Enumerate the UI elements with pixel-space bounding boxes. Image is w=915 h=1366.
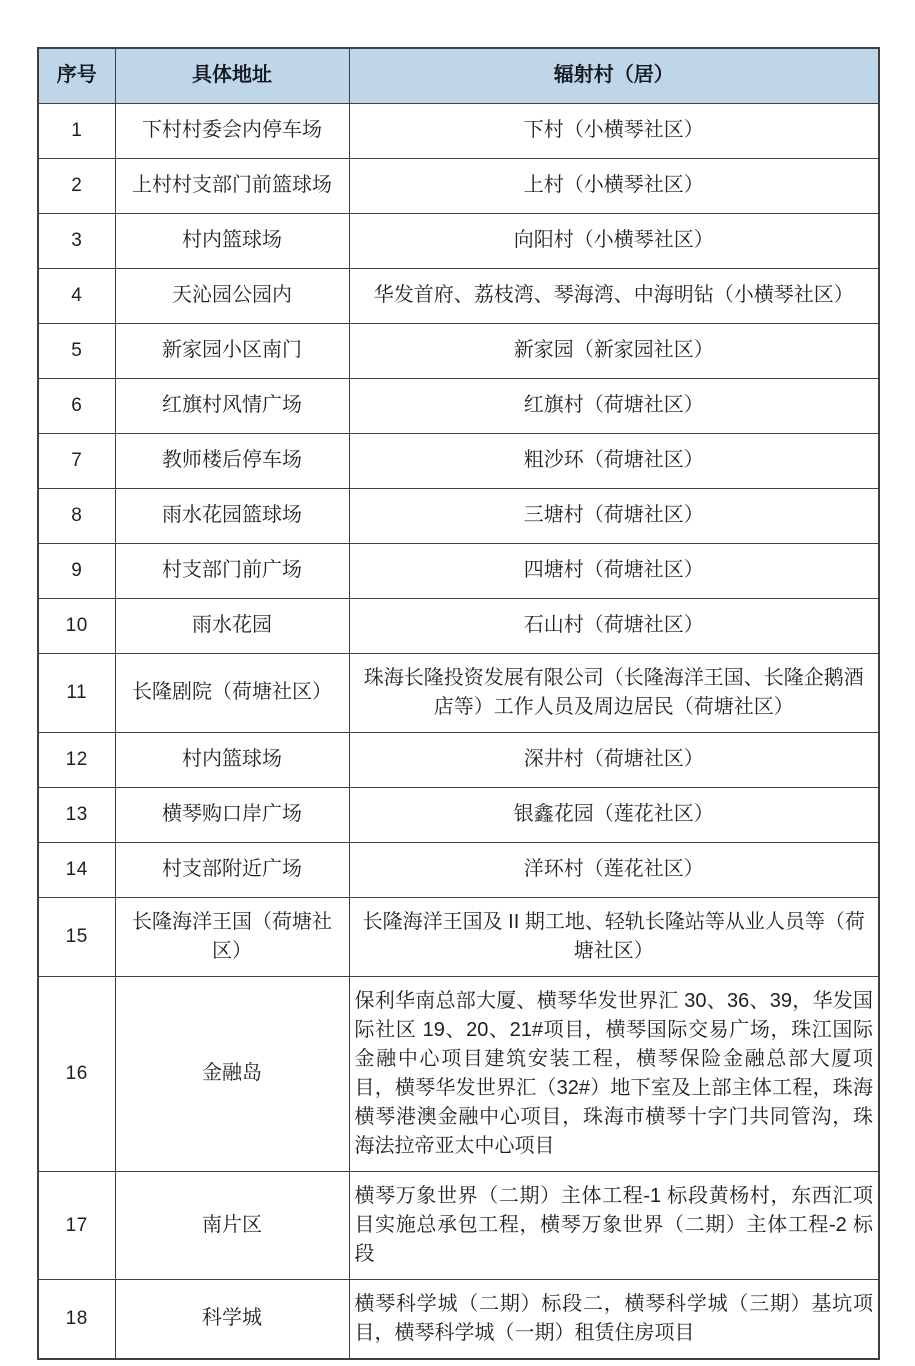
cell-address: 新家园小区南门	[115, 323, 349, 378]
table-row	[38, 103, 879, 158]
cell-villages: 三塘村（荷塘社区）	[349, 488, 879, 543]
cell-row-number: 2	[38, 158, 115, 213]
cell-row-number: 17	[38, 1171, 115, 1279]
table-row	[38, 268, 879, 323]
cell-villages: 横琴万象世界（二期）主体工程-1 标段黄杨村，东西汇项目实施总承包工程，横琴万象世界（二期）主体工程-2 标段	[349, 1171, 879, 1279]
cell-villages: 横琴科学城（二期）标段二，横琴科学城（三期）基坑项目，横琴科学城（一期）租赁住房项目	[349, 1279, 879, 1359]
cell-address: 长隆剧院（荷塘社区）	[115, 653, 349, 732]
header-cell-villages: 辐射村（居）	[349, 48, 879, 103]
cell-row-number: 6	[38, 378, 115, 433]
cell-row-number: 15	[38, 897, 115, 976]
cell-row-number: 1	[38, 103, 115, 158]
cell-villages: 华发首府、荔枝湾、琴海湾、中海明钻（小横琴社区）	[349, 268, 879, 323]
table-row	[38, 976, 879, 1171]
cell-address: 雨水花园	[115, 598, 349, 653]
cell-row-number: 16	[38, 976, 115, 1171]
table-row	[38, 488, 879, 543]
table-row	[38, 433, 879, 488]
cell-address: 村内篮球场	[115, 213, 349, 268]
header-cell-no: 序号	[38, 48, 115, 103]
cell-address: 长隆海洋王国（荷塘社区）	[115, 897, 349, 976]
cell-row-number: 12	[38, 732, 115, 787]
cell-address: 金融岛	[115, 976, 349, 1171]
cell-villages: 新家园（新家园社区）	[349, 323, 879, 378]
cell-address: 村内篮球场	[115, 732, 349, 787]
cell-address: 科学城	[115, 1279, 349, 1359]
cell-row-number: 18	[38, 1279, 115, 1359]
document-table-container	[37, 47, 878, 1360]
cell-row-number: 11	[38, 653, 115, 732]
sampling-points-table	[37, 47, 880, 1360]
cell-address: 下村村委会内停车场	[115, 103, 349, 158]
cell-villages: 保利华南总部大厦、横琴华发世界汇 30、36、39，华发国际社区 19、20、21#项目，横琴国际交易广场，珠江国际金融中心项目建筑安装工程，横琴保险金融总部大厦项目，横琴华发世界汇（32#）地下室及上部主体工程，珠海横琴港澳金融中心项目，珠海市横琴十字门共同管沟，珠海法拉帝亚太中心项目	[349, 976, 879, 1171]
cell-row-number: 5	[38, 323, 115, 378]
cell-address: 村支部门前广场	[115, 543, 349, 598]
table-row	[38, 543, 879, 598]
table-row	[38, 787, 879, 842]
cell-row-number: 3	[38, 213, 115, 268]
cell-row-number: 7	[38, 433, 115, 488]
cell-villages: 粗沙环（荷塘社区）	[349, 433, 879, 488]
cell-villages: 珠海长隆投资发展有限公司（长隆海洋王国、长隆企鹅酒店等）工作人员及周边居民（荷塘社区）	[349, 653, 879, 732]
header-cell-address: 具体地址	[115, 48, 349, 103]
cell-row-number: 8	[38, 488, 115, 543]
table-row	[38, 598, 879, 653]
table-row	[38, 897, 879, 976]
table-row	[38, 158, 879, 213]
table-row	[38, 1279, 879, 1359]
cell-row-number: 13	[38, 787, 115, 842]
table-row	[38, 213, 879, 268]
cell-villages: 深井村（荷塘社区）	[349, 732, 879, 787]
cell-villages: 下村（小横琴社区）	[349, 103, 879, 158]
cell-address: 雨水花园篮球场	[115, 488, 349, 543]
table-row	[38, 1171, 879, 1279]
cell-row-number: 9	[38, 543, 115, 598]
table-row	[38, 732, 879, 787]
table-header-row	[38, 48, 879, 103]
table-row	[38, 323, 879, 378]
cell-villages: 向阳村（小横琴社区）	[349, 213, 879, 268]
cell-address: 南片区	[115, 1171, 349, 1279]
cell-address: 红旗村风情广场	[115, 378, 349, 433]
table-row	[38, 378, 879, 433]
cell-villages: 长隆海洋王国及 II 期工地、轻轨长隆站等从业人员等（荷塘社区）	[349, 897, 879, 976]
cell-villages: 红旗村（荷塘社区）	[349, 378, 879, 433]
cell-villages: 上村（小横琴社区）	[349, 158, 879, 213]
table-body	[38, 103, 879, 1359]
cell-row-number: 14	[38, 842, 115, 897]
table-row	[38, 842, 879, 897]
cell-address: 教师楼后停车场	[115, 433, 349, 488]
cell-villages: 银鑫花园（莲花社区）	[349, 787, 879, 842]
table-row	[38, 653, 879, 732]
cell-address: 村支部附近广场	[115, 842, 349, 897]
cell-row-number: 10	[38, 598, 115, 653]
cell-villages: 洋环村（莲花社区）	[349, 842, 879, 897]
cell-address: 横琴购口岸广场	[115, 787, 349, 842]
cell-row-number: 4	[38, 268, 115, 323]
cell-address: 天沁园公园内	[115, 268, 349, 323]
cell-villages: 四塘村（荷塘社区）	[349, 543, 879, 598]
cell-villages: 石山村（荷塘社区）	[349, 598, 879, 653]
cell-address: 上村村支部门前篮球场	[115, 158, 349, 213]
